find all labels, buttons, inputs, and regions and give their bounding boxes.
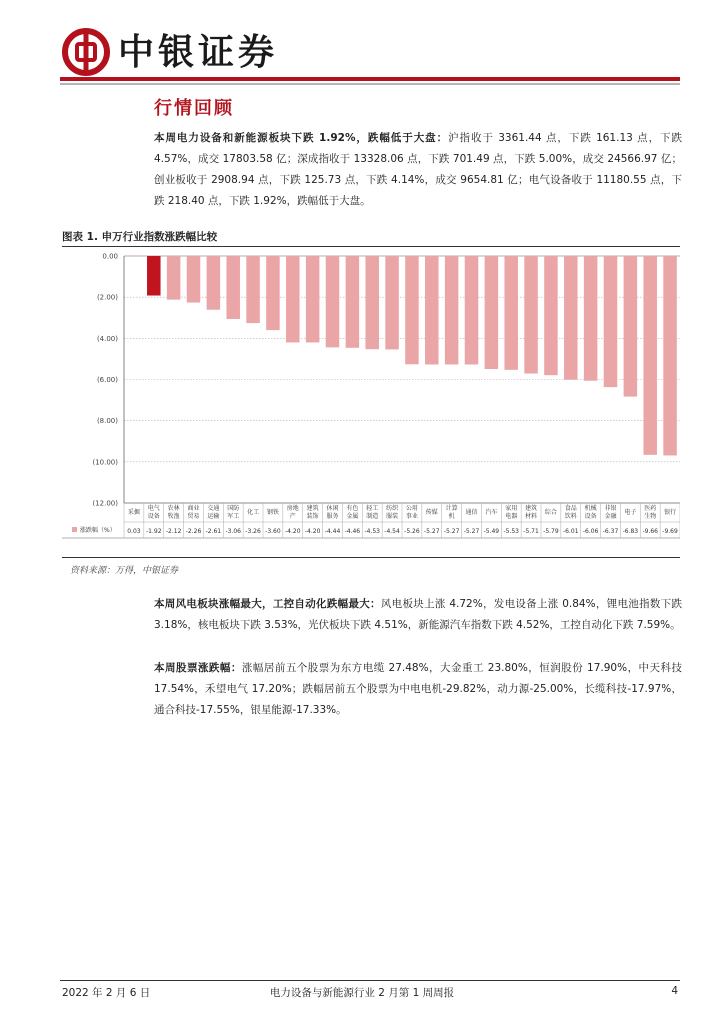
category-label: 运输 bbox=[207, 513, 220, 520]
y-tick-label: (8.00) bbox=[96, 417, 118, 426]
value-label: -6.37 bbox=[602, 528, 619, 535]
value-label: -1.92 bbox=[146, 528, 162, 535]
category-label: 休闲 bbox=[326, 505, 339, 512]
bar bbox=[504, 256, 518, 370]
y-tick-label: (2.00) bbox=[96, 293, 118, 302]
category-label: 银行 bbox=[664, 509, 677, 516]
category-label: 材料 bbox=[525, 513, 538, 520]
category-label: 房地 bbox=[286, 505, 299, 512]
paragraph-body: 风电板块上涨 4.72%，发电设备上涨 0.84%，锂电池指数下跌 3.18%，核电板块下跌 3.53%，光伏板块下跌 4.51%，新能源汽车指数下跌 4.52%，工控自动化下跌 7.59%。 bbox=[154, 598, 683, 631]
y-tick-label: (12.00) bbox=[92, 499, 118, 508]
category-label: 家用 bbox=[505, 505, 518, 512]
footer-report-title: 电力设备与新能源行业 2 月第 1 周周报 bbox=[269, 987, 455, 999]
bar bbox=[385, 256, 399, 349]
category-label: 装饰 bbox=[306, 513, 319, 520]
category-label: 有色 bbox=[346, 505, 359, 512]
category-label: 机械 bbox=[584, 505, 597, 512]
bar bbox=[326, 256, 340, 347]
category-label: 电气 bbox=[147, 505, 160, 512]
bar bbox=[167, 256, 181, 300]
paragraph-stock-performance bbox=[154, 658, 682, 721]
category-label: 牧渔 bbox=[167, 513, 180, 520]
category-label: 国防 bbox=[227, 505, 240, 512]
value-label: -4.46 bbox=[344, 528, 361, 535]
bar bbox=[643, 256, 657, 455]
bar bbox=[306, 256, 320, 342]
category-label: 医药 bbox=[644, 505, 657, 512]
category-label: 事业 bbox=[405, 513, 418, 520]
value-label: -3.60 bbox=[265, 528, 281, 535]
category-label: 制造 bbox=[366, 513, 379, 520]
value-label: -6.83 bbox=[622, 528, 639, 535]
category-label: 饮料 bbox=[564, 513, 577, 520]
industry-change-bar-chart bbox=[62, 246, 680, 556]
value-label: -5.79 bbox=[543, 528, 559, 535]
bank-logo-icon bbox=[62, 28, 110, 76]
value-label: -4.54 bbox=[384, 528, 400, 535]
bar bbox=[226, 256, 240, 319]
value-label: -5.53 bbox=[503, 528, 519, 535]
bar bbox=[425, 256, 439, 364]
category-label: 传媒 bbox=[425, 509, 438, 516]
category-label: 食品 bbox=[564, 505, 577, 512]
page-number: 4 bbox=[671, 985, 678, 997]
bar bbox=[365, 256, 379, 349]
bar bbox=[663, 256, 677, 455]
value-label: -9.69 bbox=[662, 528, 678, 535]
bar bbox=[485, 256, 499, 369]
category-label: 产 bbox=[289, 513, 296, 520]
category-label: 服装 bbox=[386, 513, 399, 520]
y-tick-label: (4.00) bbox=[96, 334, 118, 343]
category-label: 商业 bbox=[187, 505, 200, 512]
bar bbox=[544, 256, 558, 375]
category-label: 生物 bbox=[644, 513, 657, 520]
bar bbox=[246, 256, 260, 323]
value-label: -5.27 bbox=[443, 528, 460, 535]
category-label: 机 bbox=[448, 513, 455, 520]
value-label: -3.26 bbox=[245, 528, 261, 535]
category-label: 纺织 bbox=[386, 505, 399, 512]
value-label: -4.20 bbox=[304, 528, 321, 535]
bar bbox=[127, 255, 141, 256]
y-tick-label: (10.00) bbox=[92, 458, 118, 467]
bar bbox=[266, 256, 280, 330]
category-label: 采掘 bbox=[127, 509, 140, 516]
bar bbox=[465, 256, 479, 364]
paragraph-lead: 本周风电板块涨幅最大，工控自动化跌幅最大： bbox=[154, 598, 381, 610]
bar bbox=[187, 256, 201, 303]
value-label: -5.27 bbox=[463, 528, 480, 535]
category-label: 设备 bbox=[584, 513, 597, 520]
value-label: 0.03 bbox=[127, 528, 141, 535]
section-title: 行情回顾 bbox=[154, 98, 234, 119]
category-label: 汽车 bbox=[485, 509, 498, 516]
value-label: -4.44 bbox=[324, 528, 341, 535]
paragraph-body: 沪指收于 3361.44 点，下跌 161.13 点，下跌 4.57%，成交 17803.58 亿；深成指收于 13328.06 点，下跌 701.49 点，下跌 5.00%，成交 24566.97 亿；创业板收于 2908.94 点，下跌 125.73 点，下跌 4.14%，成交 9654.81 亿；电气设备收于 11180.55 点，下跌 218.40 点，下跌 1.92%，跌幅低于大盘。 bbox=[154, 132, 682, 207]
value-label: -5.71 bbox=[523, 528, 539, 535]
value-label: -3.06 bbox=[225, 528, 241, 535]
bar bbox=[207, 256, 221, 310]
value-label: -6.06 bbox=[582, 528, 599, 535]
bar bbox=[564, 256, 578, 380]
y-tick-label: 0.00 bbox=[102, 252, 118, 261]
bar bbox=[346, 256, 360, 348]
category-label: 计算 bbox=[445, 505, 458, 512]
category-label: 钢铁 bbox=[266, 509, 279, 516]
category-label: 轻工 bbox=[366, 505, 379, 512]
value-label: -5.27 bbox=[424, 528, 440, 535]
value-label: -6.01 bbox=[563, 528, 579, 535]
bar bbox=[604, 256, 618, 387]
footer-date: 2022 年 2 月 6 日 bbox=[62, 987, 151, 999]
figure-bottom-rule bbox=[62, 557, 680, 558]
legend-label: 涨跌幅（%） bbox=[80, 527, 116, 534]
value-label: -2.26 bbox=[185, 528, 202, 535]
value-label: -4.53 bbox=[364, 528, 380, 535]
bar bbox=[524, 256, 538, 374]
bar bbox=[624, 256, 638, 397]
category-label: 建筑 bbox=[306, 505, 319, 512]
value-label: -9.66 bbox=[642, 528, 658, 535]
header-rule-gray bbox=[60, 83, 680, 85]
value-label: -4.20 bbox=[285, 528, 301, 535]
category-label: 交通 bbox=[207, 505, 220, 512]
paragraph-body: 涨幅居前五个股票为东方电缆 27.48%，大金重工 23.80%，恒润股份 17.90%，中天科技 17.54%，禾望电气 17.20%；跌幅居前五个股票为中电电机-29.82%，动力源-25.00%，长缆科技-17.97%，通合科技-17.55%，银星能源-17.33%。 bbox=[154, 662, 683, 716]
bar bbox=[286, 256, 300, 342]
paragraph-market-review bbox=[154, 128, 682, 212]
category-label: 设备 bbox=[147, 513, 160, 520]
category-label: 通信 bbox=[465, 509, 478, 516]
category-label: 金融 bbox=[604, 513, 617, 520]
y-tick-label: (6.00) bbox=[96, 376, 118, 384]
bar bbox=[405, 256, 419, 364]
brand-name: 中银证券 bbox=[118, 31, 279, 73]
bar bbox=[445, 256, 459, 364]
category-label: 军工 bbox=[227, 513, 240, 520]
category-label: 公用 bbox=[405, 505, 418, 512]
paragraph-lead: 本周股票涨跌幅： bbox=[154, 662, 242, 674]
value-label: -5.49 bbox=[483, 528, 500, 535]
category-label: 电器 bbox=[505, 513, 518, 520]
category-label: 农林 bbox=[167, 505, 180, 512]
value-label: -2.61 bbox=[205, 528, 222, 535]
category-label: 化工 bbox=[247, 509, 260, 516]
bar bbox=[584, 256, 598, 381]
figure-title: 图表 1. 申万行业指数涨跌幅比较 bbox=[62, 231, 218, 243]
value-label: -2.12 bbox=[165, 528, 182, 535]
category-label: 综合 bbox=[544, 509, 557, 516]
legend-swatch bbox=[72, 527, 77, 532]
category-label: 建筑 bbox=[525, 505, 538, 512]
figure-source: 资料来源：万得，中银证券 bbox=[70, 566, 179, 576]
category-label: 金属 bbox=[346, 513, 359, 520]
category-label: 非银 bbox=[604, 505, 617, 512]
bar bbox=[147, 256, 161, 296]
paragraph-lead: 本周电力设备和新能源板块下跌 1.92%，跌幅低于大盘： bbox=[154, 132, 449, 144]
header-rule-red bbox=[60, 77, 680, 81]
paragraph-sector-performance bbox=[154, 594, 682, 636]
footer-rule bbox=[60, 980, 680, 981]
value-label: -5.26 bbox=[404, 528, 420, 535]
category-label: 服务 bbox=[326, 513, 339, 520]
category-label: 贸易 bbox=[187, 513, 200, 520]
category-label: 电子 bbox=[624, 509, 637, 516]
